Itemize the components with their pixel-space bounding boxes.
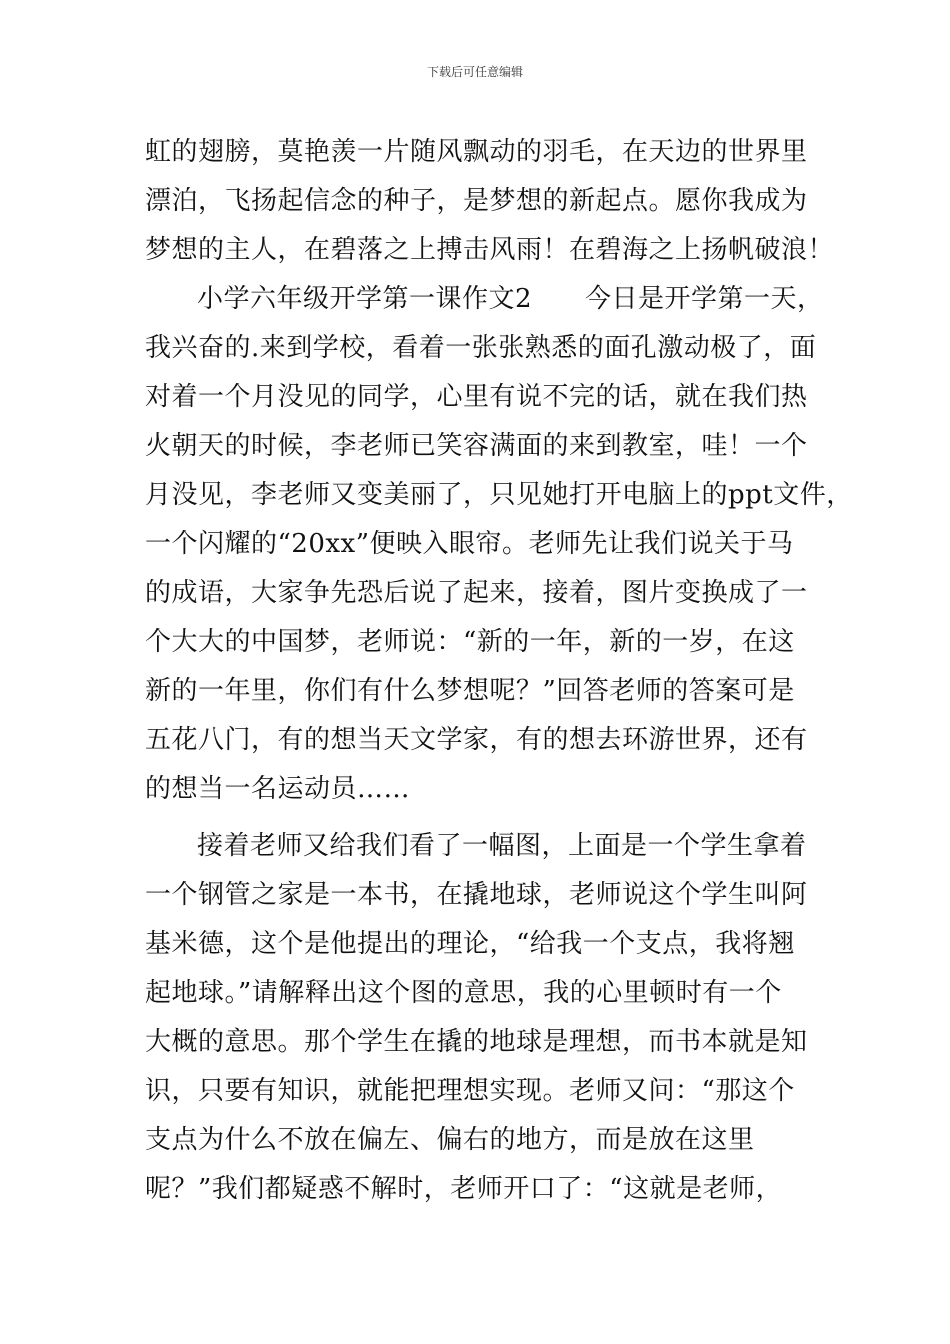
text-line: 一个闪耀的“20xx”便映入眼帘。老师先让我们说关于马	[145, 529, 794, 559]
page-header: 下载后可任意编辑	[426, 65, 523, 79]
text-line: 梦想的主人，在碧落之上搏击风雨！在碧海之上扬帆破浪！	[145, 235, 835, 265]
text-line: 的成语，大家争先恐后说了起来，接着，图片变换成了一	[145, 578, 808, 608]
text-line: 基米德，这个是他提出的理论，“给我一个支点，我将翘	[145, 929, 795, 959]
text-line: 个大大的中国梦，老师说：“新的一年，新的一岁，在这	[145, 627, 795, 657]
text-line: 呢？”我们都疑惑不解时，老师开口了：“这就是老师，	[145, 1174, 783, 1204]
text-line: 五花八门，有的想当天文学家，有的想去环游世界，还有	[145, 725, 808, 755]
text-line: 识，只要有知识，就能把理想实现。老师又问：“那这个	[145, 1076, 795, 1106]
text-line: 虹的翅膀，莫艳羡一片随风飘动的羽毛，在天边的世界里	[145, 137, 808, 167]
text-line: 火朝天的时候，李老师已笑容满面的来到教室，哇！一个	[145, 431, 808, 461]
text-line: 支点为什么不放在偏左、偏右的地方，而是放在这里	[145, 1125, 755, 1155]
text-line: 对着一个月没见的同学，心里有说不完的话，就在我们热	[145, 382, 808, 412]
text-line: 起地球。”请解释出这个图的意思，我的心里顿时有一个	[145, 978, 782, 1008]
text-line: 一个钢管之家是一本书，在撬地球，老师说这个学生叫阿	[145, 880, 808, 910]
section-title-line: 小学六年级开学第一课作文2 今日是开学第一天，	[197, 284, 824, 314]
text-line: 月没见，李老师又变美丽了，只见她打开电脑上的ppt文件，	[145, 480, 853, 510]
text-line: 漂泊，飞扬起信念的种子，是梦想的新起点。愿你我成为	[145, 186, 808, 216]
text-line: 的想当一名运动员……	[145, 774, 411, 804]
text-line: 我兴奋的.来到学校，看着一张张熟悉的面孔激动极了，面	[145, 333, 817, 363]
body-text	[145, 128, 853, 1214]
text-line: 新的一年里，你们有什么梦想呢？”回答老师的答案可是	[145, 676, 795, 706]
paragraph-start-line: 接着老师又给我们看了一幅图，上面是一个学生拿着	[197, 831, 807, 861]
text-line: 大概的意思。那个学生在撬的地球是理想，而书本就是知	[145, 1027, 808, 1057]
